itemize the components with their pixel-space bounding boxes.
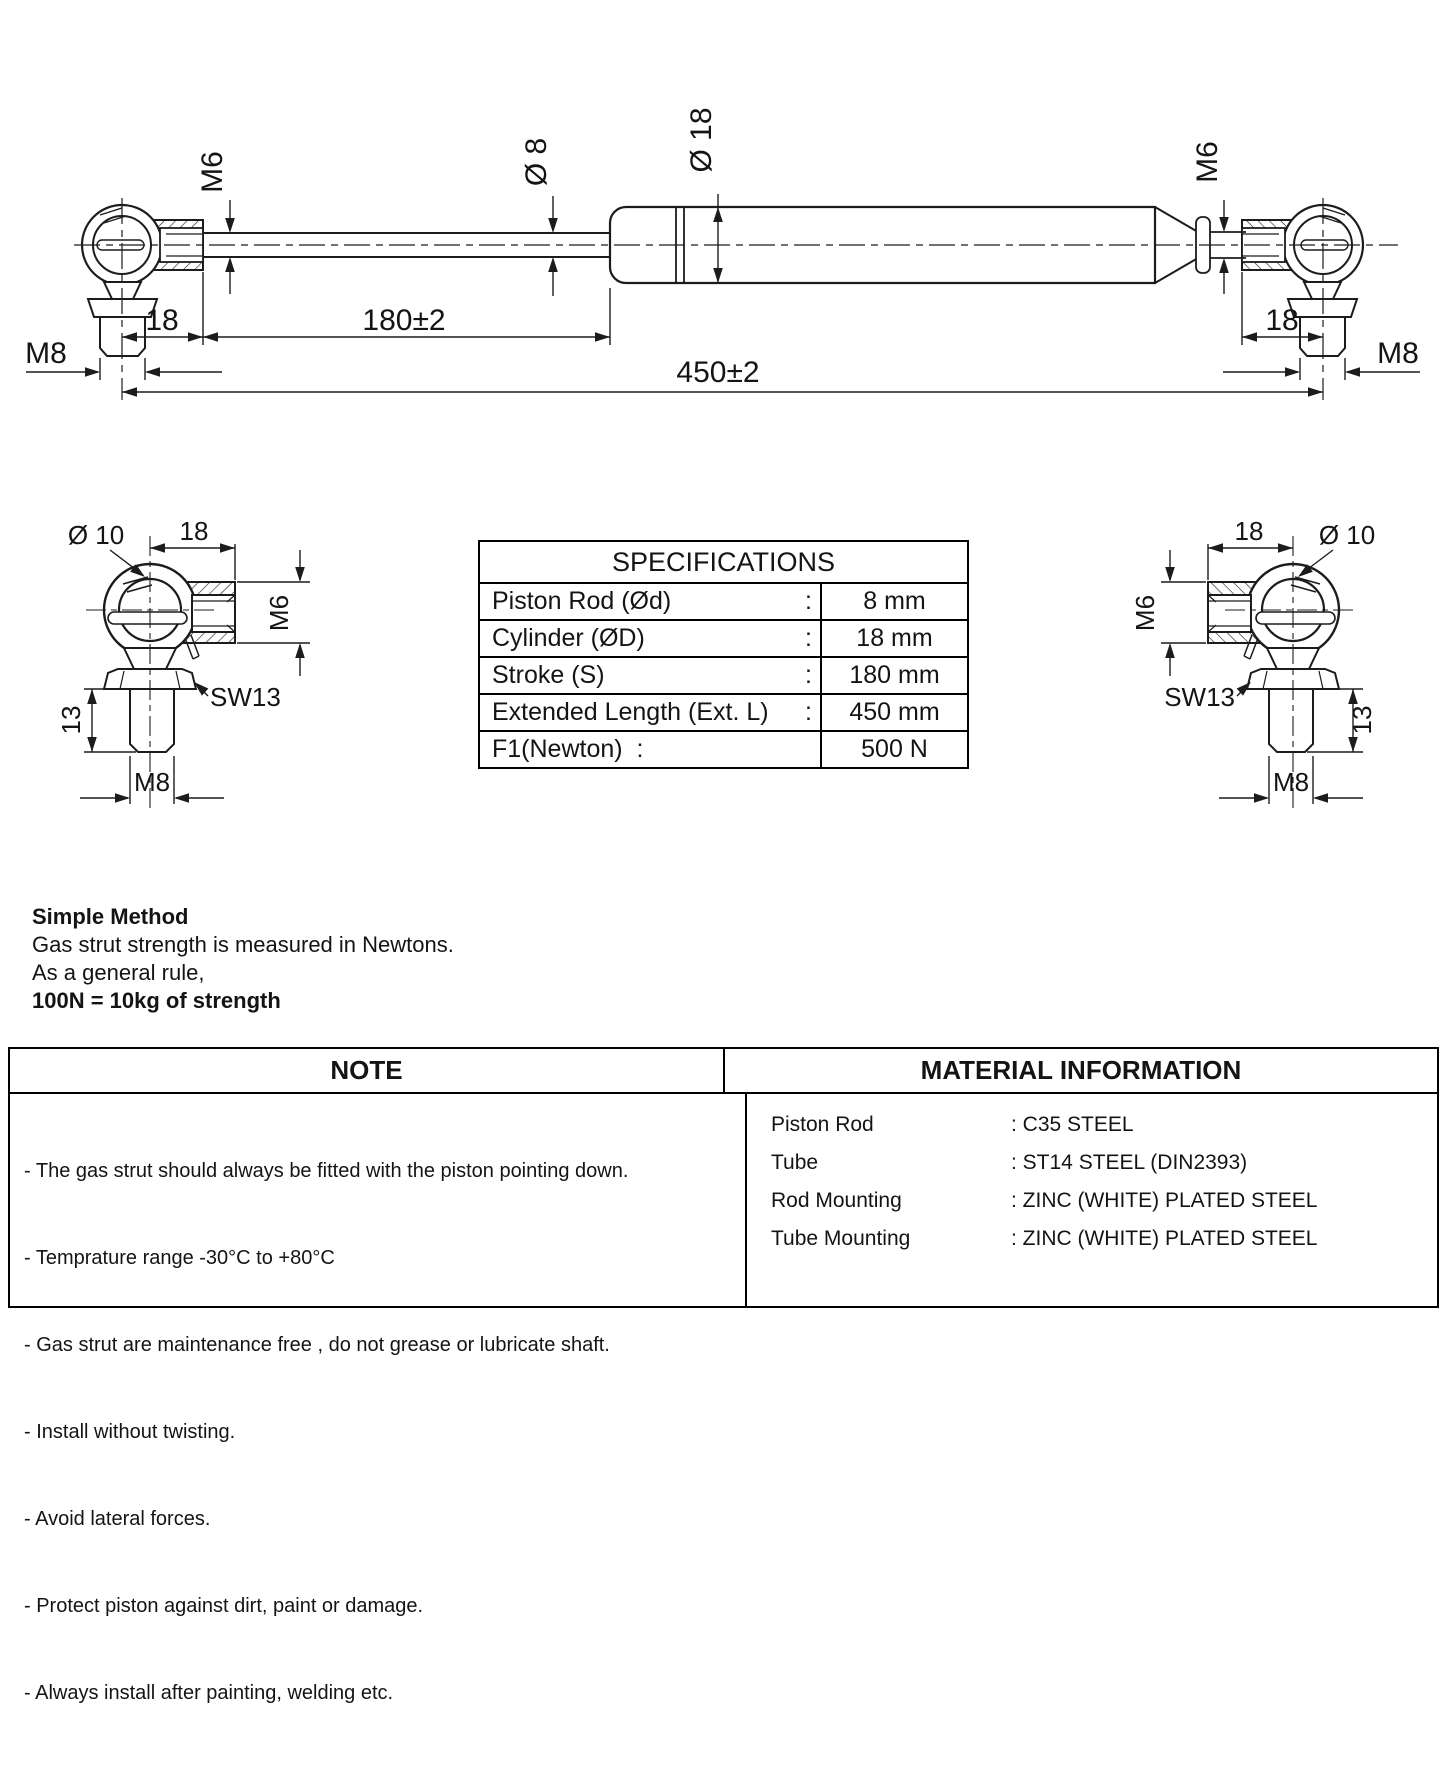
material-information-title: MATERIAL INFORMATION [920, 1055, 1242, 1085]
specifications-table [478, 540, 969, 769]
spec-colon: : [805, 661, 812, 689]
label-detail-stud-length: 13 [56, 705, 86, 735]
dim-tube-thread [1219, 200, 1229, 294]
dim-rod-diameter [548, 196, 558, 296]
spec-label: F1(Newton) : [492, 735, 644, 763]
note-title: NOTE [10, 1049, 725, 1092]
label-detail-stud-thread: M8 [133, 767, 171, 797]
label-detail-wrench-size: SW13 [210, 682, 281, 712]
spec-label: Extended Length (Ext. L) [492, 698, 769, 726]
spec-label: Piston Rod (Ød) [492, 587, 672, 615]
material-value: : ST14 STEEL (DIN2393) [1011, 1151, 1248, 1174]
material-label: Tube [771, 1151, 819, 1174]
material-label: Tube Mounting [771, 1227, 911, 1250]
ball-stud-fitting [104, 564, 235, 752]
simple-method-block [32, 903, 454, 1015]
spec-value: 180 mm [820, 658, 967, 693]
simple-method-line: As a general rule, [32, 960, 205, 985]
label-stroke: 180±2 [362, 304, 446, 337]
gas-strut-main-drawing [0, 0, 1445, 445]
spec-label: Cylinder (ØD) [492, 624, 645, 652]
label-cylinder-diameter: Ø 18 [685, 107, 718, 173]
ball-stud-fitting-mirrored [1208, 564, 1339, 752]
right-ball-socket-fitting [1242, 205, 1363, 356]
material-row [771, 1182, 1429, 1220]
spec-colon: : [805, 587, 812, 615]
dim-rod-thread [225, 200, 235, 294]
label-detail-socket-thread: M6 [264, 594, 294, 632]
label-detail-socket-thread: M6 [1130, 594, 1160, 632]
label-right-stud-thread: M8 [1377, 337, 1419, 370]
material-list [747, 1094, 1437, 1306]
note-material-table [8, 1047, 1439, 1704]
simple-method-title: Simple Method [32, 904, 189, 929]
table-header-row [10, 1049, 1437, 1094]
material-value: : ZINC (WHITE) PLATED STEEL [1011, 1189, 1318, 1212]
label-tube-thread: M6 [1191, 141, 1224, 183]
spec-value: 18 mm [820, 621, 967, 656]
material-value: : C35 STEEL [1011, 1113, 1134, 1136]
material-label: Piston Rod [771, 1113, 874, 1136]
spec-row-piston-rod [480, 584, 967, 621]
note-item: - Always install after painting, welding etc. [24, 1682, 394, 1704]
label-detail-stud-length: 13 [1347, 705, 1377, 735]
material-row [771, 1144, 1429, 1182]
label-detail-stud-thread: M8 [1272, 767, 1310, 797]
label-extended-length: 450±2 [676, 356, 760, 389]
specifications-title: SPECIFICATIONS [480, 542, 967, 584]
simple-method-line: Gas strut strength is measured in Newtons. [32, 932, 454, 957]
simple-method-rule: 100N = 10kg of strength [32, 988, 281, 1013]
spec-row-extended-length [480, 695, 967, 732]
material-value: : ZINC (WHITE) PLATED STEEL [1011, 1227, 1318, 1250]
spec-row-stroke [480, 658, 967, 695]
note-item: - Avoid lateral forces. [24, 1508, 211, 1530]
right-fitting-detail-drawing [1023, 500, 1423, 835]
note-item: - Install without twisting. [24, 1421, 236, 1443]
spec-value: 500 N [820, 732, 967, 767]
note-item: - The gas strut should always be fitted with the piston pointing down. [24, 1160, 629, 1182]
left-fitting-detail-drawing [20, 500, 420, 835]
left-ball-socket-fitting [82, 205, 203, 356]
material-row [771, 1106, 1429, 1144]
spec-value: 8 mm [820, 584, 967, 619]
label-left-stud-thread: M8 [25, 337, 67, 370]
label-detail-ball-diameter: Ø 10 [1318, 520, 1376, 550]
label-left-offset: 18 [145, 304, 179, 337]
label-rod-thread: M6 [196, 151, 229, 193]
label-detail-socket-width: 18 [179, 516, 209, 546]
spec-row-force [480, 732, 967, 767]
label-detail-wrench-size: SW13 [1164, 682, 1235, 712]
label-rod-diameter: Ø 8 [520, 137, 553, 187]
note-list [10, 1094, 747, 1704]
spec-value: 450 mm [820, 695, 967, 730]
label-detail-socket-width: 18 [1234, 516, 1264, 546]
table-body-row [10, 1094, 1437, 1704]
spec-colon: : [805, 624, 812, 652]
note-item: - Gas strut are maintenance free , do not grease or lubricate shaft. [24, 1334, 610, 1356]
material-row [771, 1220, 1429, 1258]
spec-colon: : [805, 698, 812, 726]
spec-label: Stroke (S) [492, 661, 605, 689]
note-item: - Protect piston against dirt, paint or damage. [24, 1595, 424, 1617]
spec-row-cylinder [480, 621, 967, 658]
note-item: - Temprature range -30°C to +80°C [24, 1247, 335, 1269]
label-right-offset: 18 [1265, 304, 1299, 337]
material-label: Rod Mounting [771, 1189, 902, 1212]
label-detail-ball-diameter: Ø 10 [67, 520, 125, 550]
